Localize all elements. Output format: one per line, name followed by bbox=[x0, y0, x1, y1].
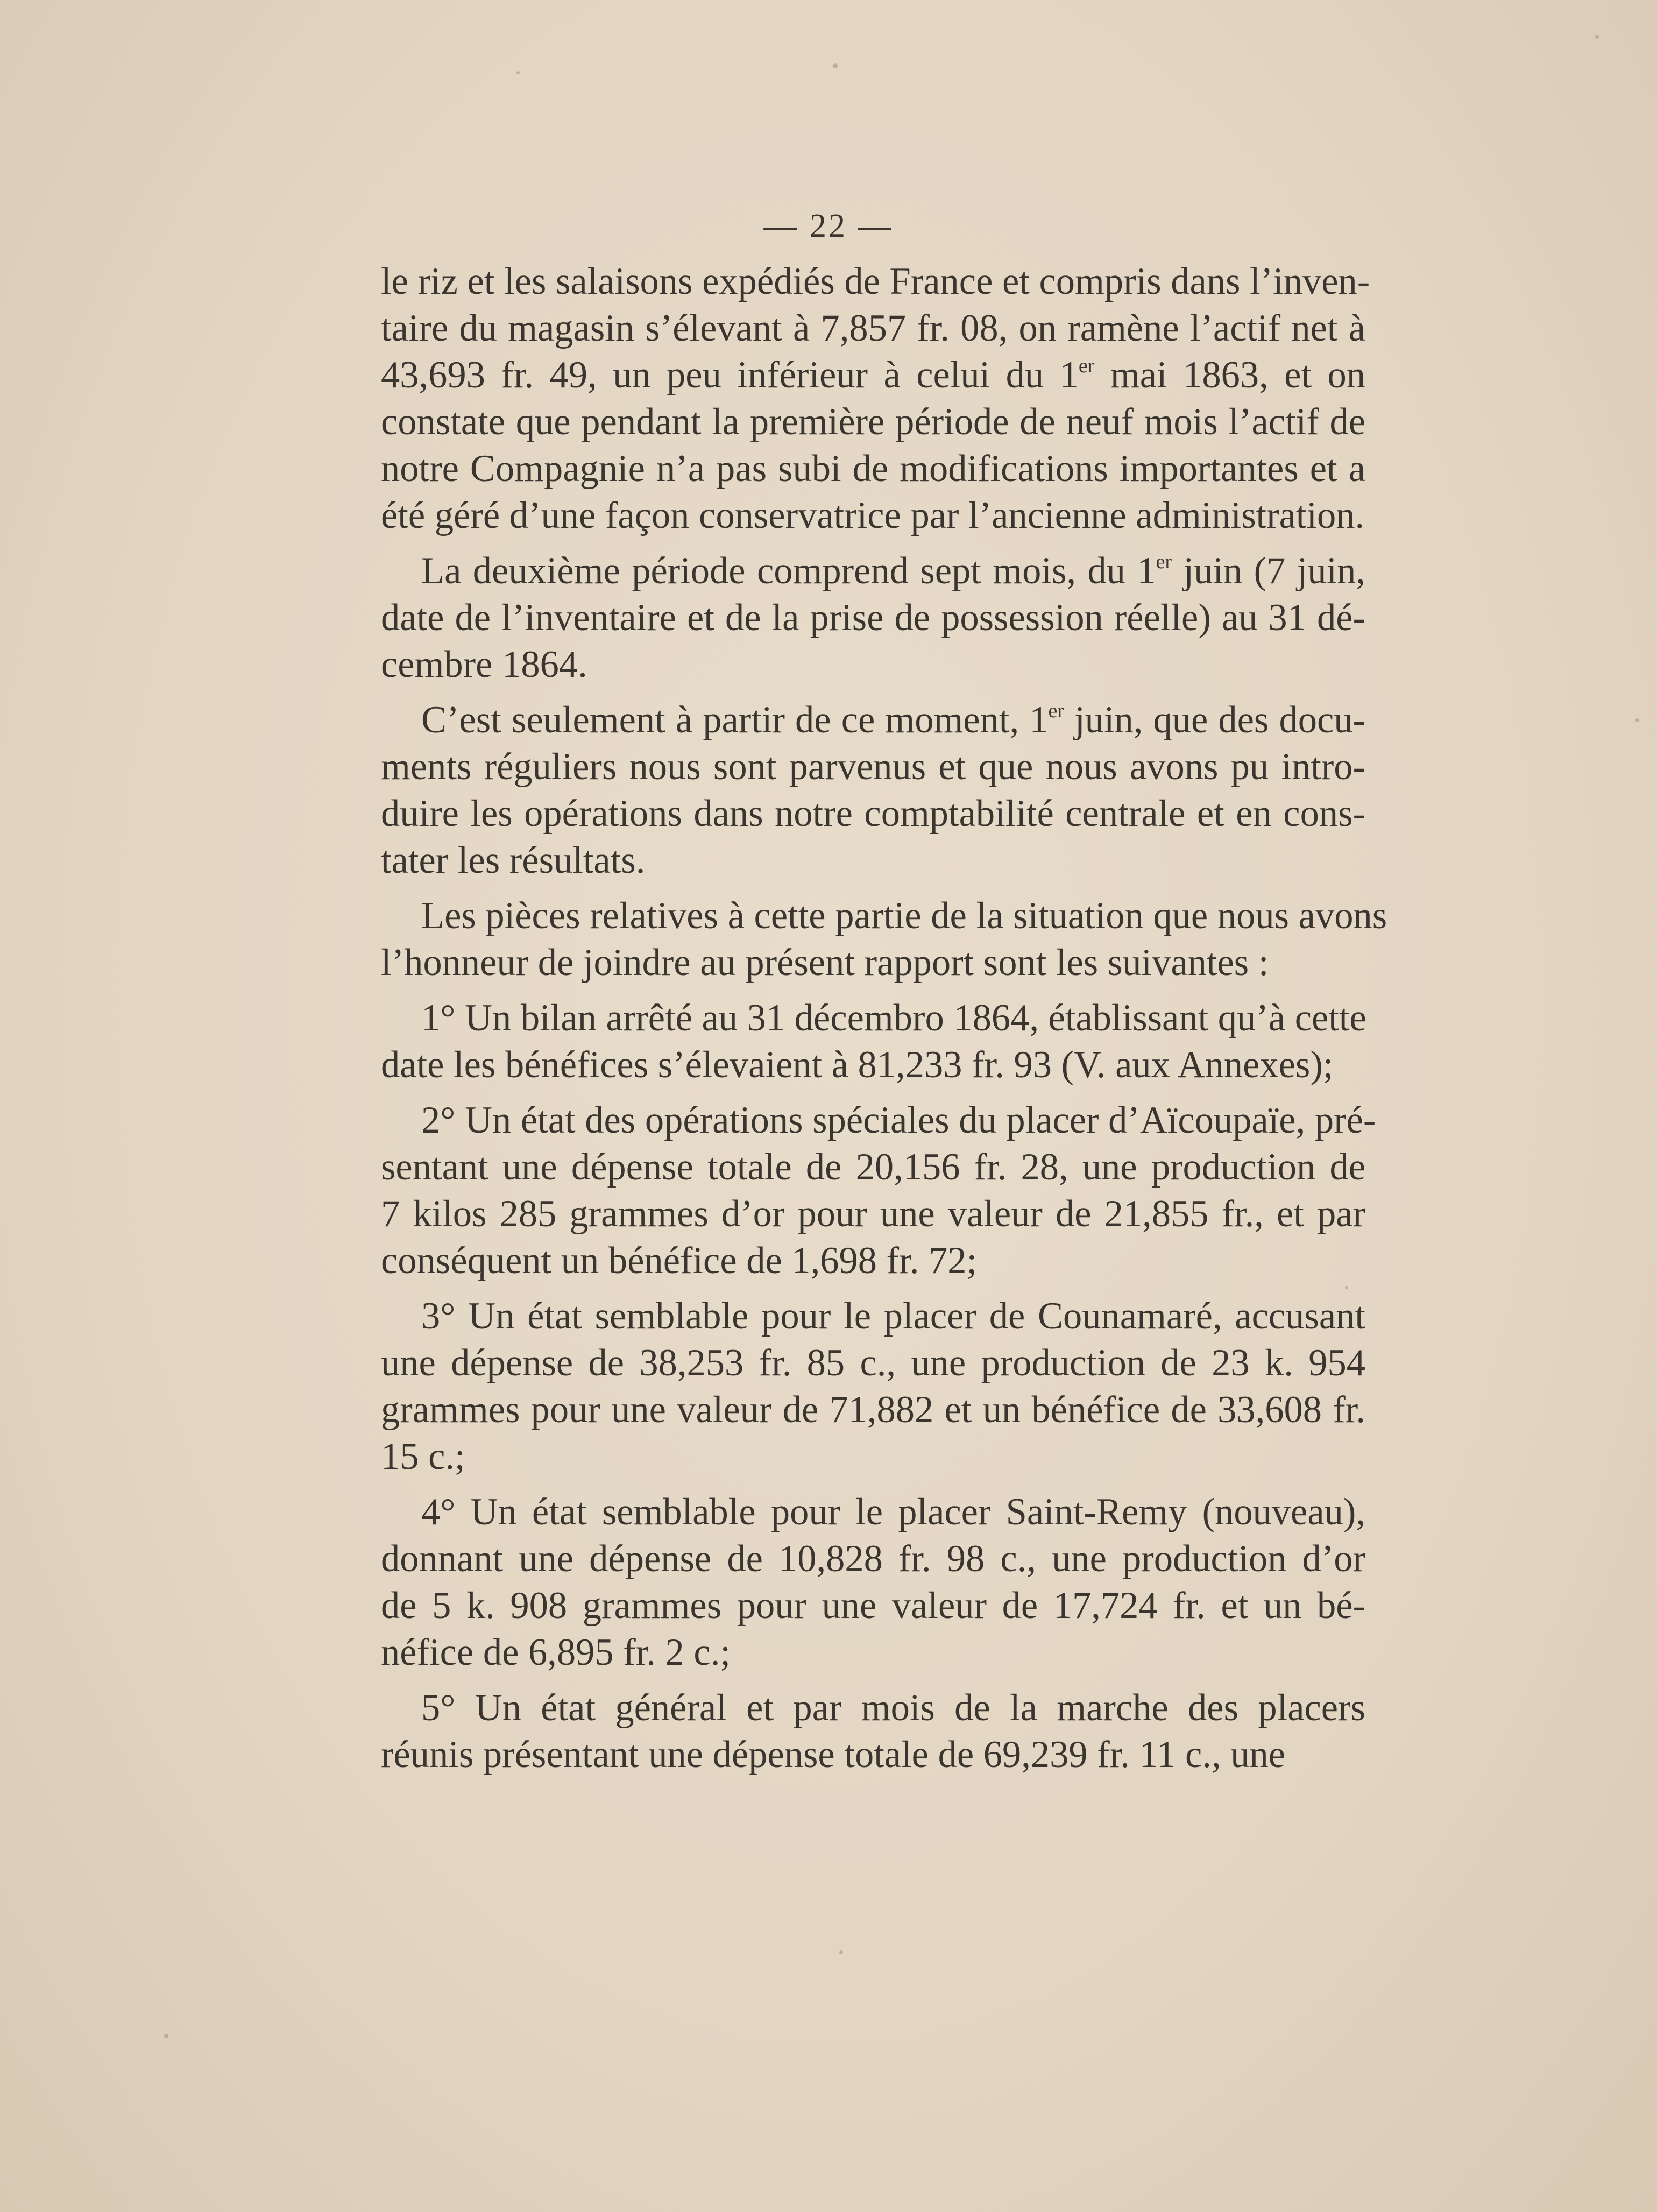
paragraph bbox=[381, 1097, 1376, 1284]
text-line: date les bénéfices s’élevaient à 81,233 fr. 93 (V. aux Annexes); bbox=[381, 1044, 1334, 1086]
paper-speck bbox=[1595, 35, 1599, 39]
text-line: notre Compagnie n’a pas subi de modifications importantes et a bbox=[381, 448, 1365, 490]
body-text bbox=[381, 258, 1387, 1787]
paragraph bbox=[381, 893, 1387, 986]
text-line: conséquent un bénéfice de 1,698 fr. 72; bbox=[381, 1240, 978, 1282]
text-line: été géré d’une façon conservatrice par l’ancienne administration. bbox=[381, 494, 1365, 536]
text-line: taire du magasin s’élevant à 7,857 fr. 08, on ramène l’actif net à bbox=[381, 307, 1365, 349]
text-line: cembre 1864. bbox=[381, 644, 587, 685]
paragraph bbox=[381, 1489, 1365, 1676]
text-line: 3° Un état semblable pour le placer de Counamaré, accusant bbox=[421, 1295, 1365, 1337]
paper-speck bbox=[1635, 718, 1639, 722]
text-line: sentant une dépense totale de 20,156 fr. 28, une production de bbox=[381, 1146, 1365, 1188]
text-line: ments réguliers nous sont parvenus et que nous avons pu intro- bbox=[381, 746, 1365, 788]
text-line: 7 kilos 285 grammes d’or pour une valeur de 21,855 fr., et par bbox=[381, 1193, 1365, 1235]
text-line: grammes pour une valeur de 71,882 et un bénéfice de 33,608 fr. bbox=[381, 1389, 1365, 1431]
paragraph bbox=[381, 995, 1365, 1089]
text-line: 43,693 fr. 49, un peu inférieur à celui du 1er mai 1863, et on bbox=[381, 354, 1365, 396]
text-line: La deuxième période comprend sept mois, du 1er juin (7 juin, bbox=[421, 550, 1365, 592]
text-line: duire les opérations dans notre comptabilité centrale et en cons- bbox=[381, 793, 1365, 835]
paragraph bbox=[381, 697, 1365, 884]
text-line: 15 c.; bbox=[381, 1436, 465, 1478]
text-line: Les pièces relatives à cette partie de la situation que nous avons bbox=[421, 895, 1387, 937]
text-line: C’est seulement à partir de ce moment, 1er juin, que des docu- bbox=[421, 699, 1365, 741]
paper-speck bbox=[839, 1950, 843, 1954]
paper-speck bbox=[164, 2034, 168, 2038]
paragraph bbox=[381, 1293, 1365, 1480]
text-line: réunis présentant une dépense totale de 69,239 fr. 11 c., une bbox=[381, 1734, 1286, 1776]
paper-speck bbox=[833, 63, 838, 68]
text-line: néfice de 6,895 fr. 2 c.; bbox=[381, 1631, 731, 1673]
paper-speck bbox=[1345, 1286, 1348, 1289]
text-line: l’honneur de joindre au présent rapport sont les suivantes : bbox=[381, 942, 1269, 984]
text-line: donnant une dépense de 10,828 fr. 98 c., une production d’or bbox=[381, 1538, 1365, 1580]
paragraph bbox=[381, 258, 1370, 539]
text-line: date de l’inventaire et de la prise de possession réelle) au 31 dé- bbox=[381, 597, 1365, 639]
text-line: une dépense de 38,253 fr. 85 c., une production de 23 k. 954 bbox=[381, 1342, 1365, 1384]
paper-speck bbox=[516, 71, 520, 74]
text-line: 5° Un état général et par mois de la marche des placers bbox=[421, 1687, 1365, 1729]
text-line: le riz et les salaisons expédiés de France et compris dans l’inven- bbox=[381, 260, 1370, 302]
text-line: 1° Un bilan arrêté au 31 décembro 1864, établissant qu’à cette bbox=[421, 997, 1366, 1039]
page-number: — 22 — bbox=[763, 208, 894, 244]
paragraph bbox=[381, 548, 1365, 688]
paragraph bbox=[381, 1685, 1365, 1778]
text-line: 2° Un état des opérations spéciales du placer d’Aïcoupaïe, pré- bbox=[421, 1099, 1376, 1141]
text-line: 4° Un état semblable pour le placer Saint-Remy (nouveau), bbox=[421, 1491, 1365, 1533]
text-line: tater les résultats. bbox=[381, 839, 646, 881]
text-line: constate que pendant la première période de neuf mois l’actif de bbox=[381, 401, 1365, 443]
text-line: de 5 k. 908 grammes pour une valeur de 17,724 fr. et un bé- bbox=[381, 1585, 1365, 1627]
